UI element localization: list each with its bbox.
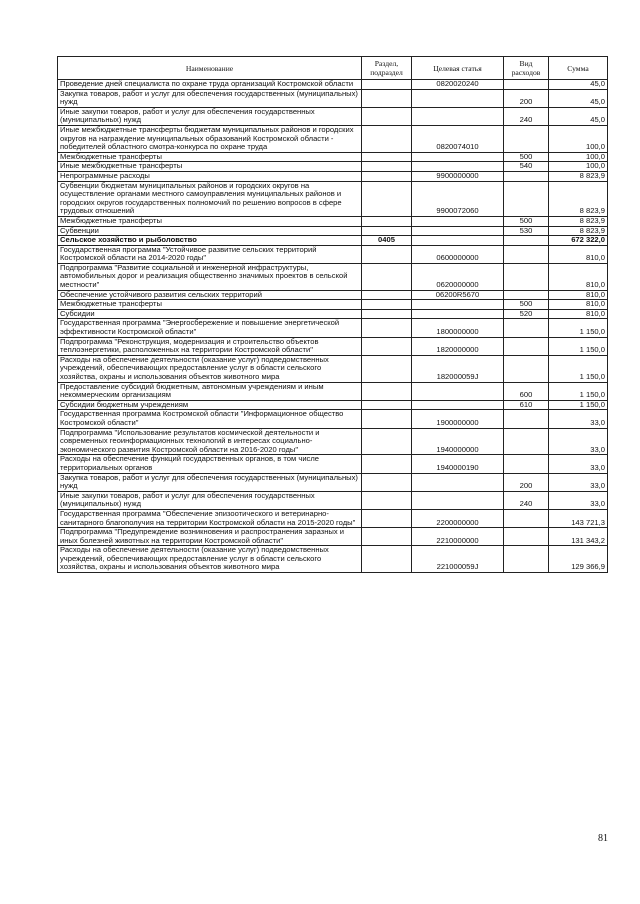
cell-target (412, 89, 504, 107)
cell-sum: 1 150,0 (549, 382, 608, 400)
cell-target: 182000059J (412, 355, 504, 382)
table-row (58, 410, 608, 428)
cell-kind (504, 181, 549, 216)
cell-name: Межбюджетные трансферты (58, 300, 362, 310)
cell-name: Подпрограмма "Развитие социальной и инженерной инфраструктуры, автомобильных дорог и реализация общественно значимых проектов в сельской местности" (58, 263, 362, 290)
table-row (58, 80, 608, 90)
cell-section (362, 80, 412, 90)
cell-sum: 45,0 (549, 89, 608, 107)
cell-name: Государственная программа "Энергосбережение и повышение энергетической эффективности Костромской области" (58, 319, 362, 337)
cell-target: 221000059J (412, 546, 504, 573)
cell-section (362, 400, 412, 410)
cell-section (362, 216, 412, 226)
cell-target: 0820074010 (412, 125, 504, 152)
cell-sum: 131 343,2 (549, 528, 608, 546)
cell-kind: 240 (504, 107, 549, 125)
cell-kind (504, 455, 549, 473)
table-row (58, 428, 608, 455)
cell-sum: 8 823,9 (549, 171, 608, 181)
cell-name: Подпрограмма "Предупреждение возникновения и распространения заразных и иных болезней животных на территории Костромской области" (58, 528, 362, 546)
cell-target (412, 309, 504, 319)
cell-sum: 8 823,9 (549, 226, 608, 236)
table-row (58, 455, 608, 473)
cell-kind: 540 (504, 162, 549, 172)
cell-target (412, 216, 504, 226)
table-row (58, 355, 608, 382)
cell-section (362, 455, 412, 473)
cell-target: 1820000000 (412, 337, 504, 355)
cell-kind (504, 428, 549, 455)
table-row (58, 236, 608, 246)
header-kind: Вид расходов (504, 57, 549, 80)
cell-kind: 520 (504, 309, 549, 319)
cell-name: Субвенции бюджетам муниципальных районов и городских округов на осуществление органами местного самоуправления муниципальных районов и городских округов государственных полномочий по решению вопросов в сфере трудовых отношений (58, 181, 362, 216)
cell-target: 0620000000 (412, 263, 504, 290)
cell-name: Межбюджетные трансферты (58, 152, 362, 162)
cell-kind: 500 (504, 152, 549, 162)
table-row (58, 263, 608, 290)
cell-sum: 33,0 (549, 473, 608, 491)
page-number: 81 (598, 833, 608, 844)
table-row (58, 171, 608, 181)
cell-section (362, 171, 412, 181)
cell-sum: 1 150,0 (549, 319, 608, 337)
cell-name: Расходы на обеспечение деятельности (оказание услуг) подведомственных учреждений, обеспечивающих предоставление услуг в области сельского хозяйства, охраны и использования объектов животного мира (58, 546, 362, 573)
table-row (58, 528, 608, 546)
cell-section (362, 491, 412, 509)
cell-kind (504, 410, 549, 428)
cell-name: Сельское хозяйство и рыболовство (58, 236, 362, 246)
cell-section (362, 509, 412, 527)
cell-section (362, 162, 412, 172)
cell-target: 1940000190 (412, 455, 504, 473)
cell-kind: 500 (504, 216, 549, 226)
cell-section (362, 152, 412, 162)
header-section: Раздел, подраздел (362, 57, 412, 80)
cell-sum: 8 823,9 (549, 216, 608, 226)
cell-kind: 610 (504, 400, 549, 410)
table-row (58, 491, 608, 509)
header-name: Наименование (58, 57, 362, 80)
cell-sum: 33,0 (549, 455, 608, 473)
cell-target: 9900000000 (412, 171, 504, 181)
cell-target (412, 382, 504, 400)
table-row (58, 181, 608, 216)
cell-kind (504, 355, 549, 382)
cell-name: Иные межбюджетные трансферты бюджетам муниципальных районов и городских округов на награждение муниципальных образований Костромской области - победителей областного смотра-конкурса по охране труда (58, 125, 362, 152)
cell-name: Субвенции (58, 226, 362, 236)
cell-section (362, 546, 412, 573)
cell-target (412, 107, 504, 125)
cell-name: Расходы на обеспечение деятельности (оказание услуг) подведомственных учреждений, обеспечивающих предоставление услуг в области сельского хозяйства, охраны и использования объектов животного мира (58, 355, 362, 382)
cell-kind: 200 (504, 89, 549, 107)
cell-sum: 810,0 (549, 300, 608, 310)
cell-kind (504, 263, 549, 290)
cell-target: 0820020240 (412, 80, 504, 90)
table-row (58, 300, 608, 310)
cell-kind (504, 319, 549, 337)
cell-section (362, 107, 412, 125)
cell-section (362, 382, 412, 400)
cell-kind (504, 245, 549, 263)
cell-sum: 129 366,9 (549, 546, 608, 573)
cell-section (362, 528, 412, 546)
cell-name: Непрограммные расходы (58, 171, 362, 181)
cell-kind: 600 (504, 382, 549, 400)
cell-sum: 810,0 (549, 290, 608, 300)
table-row (58, 337, 608, 355)
table-row (58, 509, 608, 527)
cell-sum: 810,0 (549, 309, 608, 319)
cell-sum: 33,0 (549, 491, 608, 509)
cell-sum: 1 150,0 (549, 355, 608, 382)
cell-name: Закупка товаров, работ и услуг для обеспечения государственных (муниципальных) нужд (58, 473, 362, 491)
cell-target (412, 226, 504, 236)
cell-kind (504, 528, 549, 546)
cell-name: Иные закупки товаров, работ и услуг для обеспечения государственных (муниципальных) нужд (58, 107, 362, 125)
cell-target: 06200R5670 (412, 290, 504, 300)
cell-section: 0405 (362, 236, 412, 246)
table-row (58, 382, 608, 400)
cell-name: Государственная программа "Обеспечение эпизоотического и ветеринарно-санитарного благополучия на территории Костромской области на 2015-2020 годы" (58, 509, 362, 527)
table-row (58, 162, 608, 172)
cell-kind (504, 337, 549, 355)
table-row (58, 216, 608, 226)
cell-sum: 100,0 (549, 162, 608, 172)
cell-section (362, 473, 412, 491)
cell-sum: 1 150,0 (549, 337, 608, 355)
table-row (58, 319, 608, 337)
cell-name: Межбюджетные трансферты (58, 216, 362, 226)
cell-name: Закупка товаров, работ и услуг для обеспечения государственных (муниципальных) нужд (58, 89, 362, 107)
table-row (58, 245, 608, 263)
cell-target (412, 491, 504, 509)
cell-sum: 100,0 (549, 152, 608, 162)
cell-name: Подпрограмма "Использование результатов космической деятельности и современных геоинформационных технологий в интересах социально-экономического развития Костромской области на 2016-2020 годы" (58, 428, 362, 455)
cell-sum: 100,0 (549, 125, 608, 152)
cell-name: Государственная программа "Устойчивое развитие сельских территорий Костромской области на 2014-2020 годы" (58, 245, 362, 263)
cell-target: 1900000000 (412, 410, 504, 428)
cell-kind (504, 509, 549, 527)
cell-sum: 8 823,9 (549, 181, 608, 216)
cell-name: Подпрограмма "Реконструкция, модернизация и строительство объектов теплоэнергетики, расположенных на территории Костромской области" (58, 337, 362, 355)
cell-sum: 810,0 (549, 263, 608, 290)
table-body (58, 80, 608, 573)
cell-sum: 1 150,0 (549, 400, 608, 410)
cell-section (362, 181, 412, 216)
cell-target (412, 162, 504, 172)
cell-sum: 33,0 (549, 428, 608, 455)
cell-sum: 45,0 (549, 107, 608, 125)
table-header-row (58, 57, 608, 80)
cell-section (362, 125, 412, 152)
cell-kind (504, 80, 549, 90)
cell-kind (504, 236, 549, 246)
cell-target (412, 152, 504, 162)
cell-section (362, 319, 412, 337)
cell-target: 0600000000 (412, 245, 504, 263)
cell-name: Субсидии бюджетным учреждениям (58, 400, 362, 410)
cell-name: Расходы на обеспечение функций государственных органов, в том числе территориальных органов (58, 455, 362, 473)
cell-target: 1800000000 (412, 319, 504, 337)
cell-kind: 240 (504, 491, 549, 509)
cell-kind: 500 (504, 300, 549, 310)
cell-section (362, 428, 412, 455)
cell-sum: 45,0 (549, 80, 608, 90)
cell-section (362, 263, 412, 290)
table-row (58, 473, 608, 491)
cell-sum: 33,0 (549, 410, 608, 428)
cell-sum: 810,0 (549, 245, 608, 263)
cell-section (362, 337, 412, 355)
cell-sum: 143 721,3 (549, 509, 608, 527)
cell-kind (504, 546, 549, 573)
cell-name: Субсидии (58, 309, 362, 319)
cell-name: Предоставление субсидий бюджетным, автономным учреждениям и иным некоммерческим организациям (58, 382, 362, 400)
cell-kind: 200 (504, 473, 549, 491)
table-row (58, 89, 608, 107)
cell-kind: 530 (504, 226, 549, 236)
cell-section (362, 309, 412, 319)
cell-section (362, 410, 412, 428)
cell-target (412, 400, 504, 410)
cell-name: Проведение дней специалиста по охране труда организаций Костромской области (58, 80, 362, 90)
cell-section (362, 89, 412, 107)
cell-kind (504, 171, 549, 181)
cell-target: 1940000000 (412, 428, 504, 455)
cell-name: Обеспечение устойчивого развития сельских территорий (58, 290, 362, 300)
cell-name: Государственная программа Костромской области "Информационное общество Костромской области" (58, 410, 362, 428)
table-row (58, 125, 608, 152)
cell-section (362, 300, 412, 310)
cell-target (412, 473, 504, 491)
table-row (58, 546, 608, 573)
cell-target (412, 236, 504, 246)
cell-target: 2200000000 (412, 509, 504, 527)
cell-target: 2210000000 (412, 528, 504, 546)
cell-target (412, 300, 504, 310)
cell-target: 9900072060 (412, 181, 504, 216)
document-page (57, 56, 607, 573)
header-target: Целевая статья (412, 57, 504, 80)
cell-name: Иные межбюджетные трансферты (58, 162, 362, 172)
cell-section (362, 290, 412, 300)
cell-name: Иные закупки товаров, работ и услуг для обеспечения государственных (муниципальных) нужд (58, 491, 362, 509)
cell-section (362, 245, 412, 263)
cell-sum: 672 322,0 (549, 236, 608, 246)
budget-table (57, 56, 608, 573)
cell-kind (504, 125, 549, 152)
cell-section (362, 355, 412, 382)
table-row (58, 107, 608, 125)
header-sum: Сумма (549, 57, 608, 80)
